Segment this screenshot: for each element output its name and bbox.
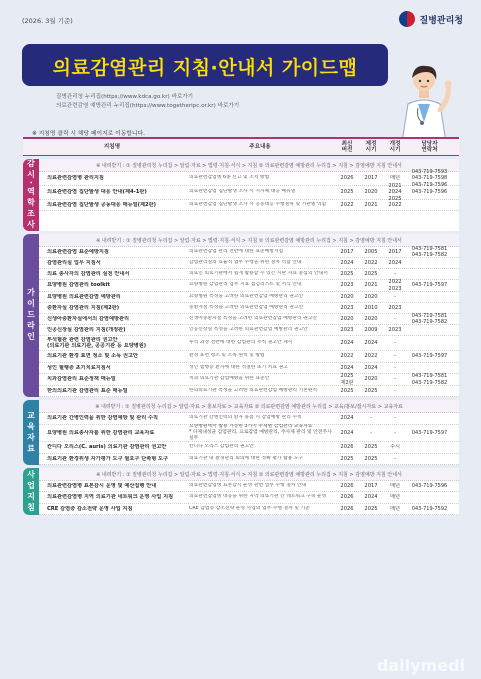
revised-year: - (394, 387, 396, 394)
established-year: 2010 (364, 304, 378, 311)
guideline-name-link[interactable]: 요양병원 의료관련감염 예방관리 (47, 293, 121, 300)
established-year: 2017 (364, 175, 378, 182)
revised-year: - (394, 376, 396, 383)
table-row (39, 280, 459, 292)
latest-version: 2023 (340, 282, 354, 289)
guideline-name-link[interactable]: 의료관련감염병 지역 의료기관 네트워크 운영 사업 지침 (47, 494, 174, 501)
latest-version: 2023 (340, 304, 354, 311)
doctor-illustration (388, 52, 458, 147)
table-row (39, 504, 459, 515)
established-year: 2025 (364, 444, 378, 451)
guideline-name-link[interactable]: 한의의료기관 감염관리 표준 매뉴얼 (47, 387, 128, 394)
latest-version: 2025 (340, 455, 354, 462)
guideline-name-link[interactable]: 투석혈관 관련 감염관리 권고안 (의료기관 의료기관, 공공기관 등 요양병원) (47, 336, 147, 350)
page-title: 의료감염관리 지침·안내서 가이드맵 (52, 57, 358, 79)
main-content: 의료관련감염병 표본감시 운영 관련 업무 수행 절차 안내 (189, 482, 307, 488)
revised-year: 2022 (388, 201, 402, 208)
latest-version: 2020 (340, 293, 354, 300)
section-body (39, 159, 459, 231)
established-year: 2020 (364, 293, 378, 300)
header-revised: 개정 시기 (389, 140, 401, 153)
contact-number: 043-719-7597 (411, 282, 448, 289)
main-content: 의료관련감염병 6종 신고 및 조치 방법 (189, 175, 270, 181)
table-row (39, 425, 459, 442)
latest-version: 2026 (340, 482, 354, 489)
table-row (39, 183, 459, 202)
table-row (39, 454, 459, 465)
main-content: 환경 표면 청소 및 소독 원칙 및 방법 (189, 353, 265, 359)
section-body (39, 400, 459, 465)
revised-year: 2023 (388, 326, 402, 333)
established-year: 2024 (364, 339, 378, 346)
revised-year: - (394, 270, 396, 277)
guideline-name-link[interactable]: 의료관련감염병 표본감시 운영 및 예산집행 안내 (47, 482, 157, 489)
latest-version: 2022 (340, 201, 354, 208)
download-path-note: ※ 내려받기 : ① 질병관리청 누리집 > 알림·자료 > 법령·지침·서식 > 지침 ② 의료관련감염 예방관리 누리집 > 지침 > 감염예방 지침 안내서 (39, 468, 459, 481)
latest-version: 2024 (340, 339, 354, 346)
table-row (39, 442, 459, 454)
header-main: 주요내용 (249, 143, 271, 150)
contact-number: 043-719-7597 (411, 353, 448, 360)
main-content: 요양병원 감염관리 업무 지표 점검리스트 및 서식 안내 (189, 282, 302, 288)
top-bar (0, 0, 481, 40)
table-row (39, 247, 459, 258)
revised-year: - (394, 429, 396, 436)
guideline-name-link[interactable]: 칸디다 오리스(C. auris) 의료기관 감염관리 권고안 (47, 444, 167, 451)
guideline-name-link[interactable]: 성인 혈행증 초기치료지침서 (47, 364, 111, 371)
main-content: 감염관리실의 효율적 업무 수행을 위한 절차 역할 안내 (189, 259, 302, 265)
site-links (56, 93, 239, 111)
table-row (39, 303, 459, 314)
contact-number: 043-719-7596 (411, 482, 448, 489)
contact-number: 043-719-7581 043-719-7582 (411, 312, 448, 326)
section-body (39, 468, 459, 515)
contact-number: 043-719-7592 (411, 505, 448, 512)
established-year: 2022 (364, 353, 378, 360)
main-content: CRE 감염증 감소전략 운영 사업의 업무 수행 절차 및 기준 (189, 505, 310, 511)
header-name: 지침명 (103, 143, 121, 150)
table-row (39, 325, 459, 336)
main-content: 성인 혈행증 환자에 대한 적절한 초기 치료 권고 (189, 364, 288, 370)
guideline-name-link[interactable]: 신생아중환자실에서의 감염예방관리 (47, 315, 129, 322)
revised-year: 매년 (389, 482, 401, 489)
header-side-spacer (23, 139, 39, 155)
latest-version: 2022 (340, 353, 354, 360)
guideline-name-link[interactable]: CRE 감염증 감소전략 운영 사업 지침 (47, 505, 133, 512)
watermark-text: dailymedi (376, 656, 465, 675)
main-content: 신생아중환자실 특성을 고려한 의료관련감염 예방관리 권고안 (189, 315, 318, 321)
guideline-name-link[interactable]: 중환자실 감염관리 지침(제2판) (47, 304, 120, 311)
revised-year: 수시 (389, 444, 401, 451)
latest-version: 2025 (340, 270, 354, 277)
section-body (39, 234, 459, 397)
established-year: 2025 (364, 270, 378, 277)
latest-version: 2020 (340, 315, 354, 322)
established-year: 2020 (364, 376, 378, 383)
contact-number: 043-719-7593 043-719-7598 043-719-7596 (411, 169, 448, 188)
guideline-name-link[interactable]: 의료기관 환경위생 자가평가 도구 필요구 단축형 도구 (47, 455, 169, 462)
revised-year: 2024 (388, 259, 402, 266)
latest-version: 2025 (340, 387, 354, 394)
table-row (39, 374, 459, 386)
main-content: 투석 과정 전반에 대한 감염관리 수칙 권고안 제시 (189, 339, 293, 345)
main-content: 한의의료기관 특성을 고려한 의료관련감염 예방관리 기본원칙 (189, 387, 318, 393)
revised-year: 2023 (388, 304, 402, 311)
togetheripc-site-link[interactable]: 의료관련감염 예방관리 누리집(https://www.togetheripc.or.kr) 바로가기 (56, 103, 240, 109)
table-row (39, 386, 459, 397)
contact-number: 043-719-7581 043-719-7582 (411, 373, 448, 386)
header-established: 제정 시기 (365, 140, 377, 153)
main-content: 의료기관 간병인력의 환자 돌봄 시 감염예방 관리 수칙 (189, 415, 302, 421)
guideline-name-link[interactable]: 감염관리실 업무 지침서 (47, 259, 101, 266)
revised-year: 2021 2024 2025 (388, 183, 402, 202)
main-content: 칸디다 오리스 감염관리 권고안 (189, 444, 254, 450)
main-content: 치과 의료기관 감염예방을 위한 표준안 (189, 376, 270, 382)
latest-version: 2017 (340, 248, 354, 255)
guideline-name-link[interactable]: 인공신장실 감염관리 지침(개정판) (47, 326, 126, 333)
section-2 (23, 400, 459, 465)
guideline-name-link[interactable]: 의료기관 환경 표면 청소 및 소독 권고안 (47, 353, 139, 360)
guideline-name-link[interactable]: 의료관련감염 표준예방지침 (47, 248, 109, 255)
main-content: 중환자실 특성을 고려한 의료관련감염 예방관리 권고안 (189, 304, 304, 310)
revised-year: - (394, 353, 396, 360)
established-year: 2020 (364, 189, 378, 196)
latest-version: 2024 (340, 415, 354, 422)
main-content: 의료기관 내 환경관리 회의에 대한 정확 평가 활용 도구 (189, 455, 304, 461)
table-row (39, 292, 459, 303)
revised-year: 매년 (389, 505, 401, 512)
established-year: 2009 (364, 326, 378, 333)
table-header (23, 137, 459, 156)
contact-number: 043-719-7581 043-719-7582 (411, 245, 448, 259)
table-row (39, 363, 459, 374)
main-content: 요양병원 특성을 고려한 의료관련감염 예방관리 권고안 (189, 293, 304, 299)
established-year: 2024 (364, 364, 378, 371)
revised-year: - (394, 364, 396, 371)
main-content: 의료관련감염 관리 전반에 대한 표준예방지침 (189, 248, 284, 254)
table-row (39, 336, 459, 351)
table-row (39, 258, 459, 269)
established-year: - (370, 429, 372, 436)
section-label: 교육자료 (23, 400, 39, 465)
guide-table (23, 137, 459, 515)
guideline-name-link[interactable]: 치과감염관리 표준정책 매뉴얼 (47, 376, 116, 383)
table-row (39, 314, 459, 325)
established-year: 2025 (364, 387, 378, 394)
logo-text: 질병관리청 (419, 15, 463, 26)
section-0 (23, 159, 459, 231)
guideline-name-link[interactable]: 의료관련감염병 관리지침 (47, 175, 104, 182)
latest-version: 2025 (340, 189, 354, 196)
header-latest-version: 최신 버전 (341, 140, 353, 153)
main-content: 의료관련감염 집단발생 조사 시 지자체 대응 매뉴얼 (189, 189, 296, 195)
revised-year: 매년 (389, 175, 401, 182)
revised-year: 2017 (388, 248, 402, 255)
main-content: 인공신장실 특성을 고려한 의료관련감염 예방관리 권고안 (189, 326, 308, 332)
table-row (39, 351, 459, 363)
guideline-name-link[interactable]: 요양병원 의료종사자를 위한 감염관리 교육자료 (47, 429, 155, 436)
download-path-note: ※ 내려받기 : ① 질병관리청 누리집 > 알림·자료 > 홍보자료 > 교육자료 ② 의료관련감염 예방관리 누리집 > 교육/홍보/캠시자료 > 교육자료 (39, 400, 459, 413)
latest-version: 2024 (340, 259, 354, 266)
revised-year: - (394, 315, 396, 322)
established-year: 2021 (364, 201, 378, 208)
established-year: 2025 (364, 455, 378, 462)
guideline-name-link[interactable]: 의료 종사자의 감염관리 실천 안내서 (47, 270, 130, 277)
section-3 (23, 468, 459, 515)
main-content: 의료인 의료기관에서 쉽게 활용할 수 있는 시판 자료 중심의 안내서 (189, 270, 328, 276)
revised-year: 매년 (389, 494, 401, 501)
download-path-note: ※ 내려받기 : ① 질병관리청 누리집 > 알림·자료 > 법령·지침·서식 > 지침 ② 의료관련감염 예방관리 누리집 > 지침 > 감염예방 지침 안내서 (39, 159, 459, 172)
section-label: 감시·역학조사 (23, 159, 39, 231)
established-year: 2025 (364, 505, 378, 512)
latest-version: 2026 (340, 444, 354, 451)
kdca-emblem-icon (399, 11, 415, 27)
latest-version: 2026 (340, 175, 354, 182)
main-content: 의료관련감염병 대응을 위한 지역 의료기관 간 네트워크 구축 운영 (189, 494, 327, 500)
revised-year: - (394, 339, 396, 346)
established-year: 2024 (364, 494, 378, 501)
established-year: 2020 (364, 315, 378, 322)
revised-year: - (394, 455, 396, 462)
download-path-note: ※ 내려받기 : ① 질병관리청 누리집 > 알림·자료 > 법령·지침·서식 > 지침 ② 의료관련감염 예방관리 누리집 > 지침 > 감염예방 지침 안내서 (39, 234, 459, 247)
established-year: 2022 (364, 259, 378, 266)
established-year: 2017 (364, 482, 378, 489)
latest-version: 2024 (340, 364, 354, 371)
latest-version: 2024 (340, 429, 354, 436)
main-content: 의료관련감염 집단발생 조사 시 공동대응 수행절차 및 기관별 역할 (189, 201, 327, 207)
revised-year: - (394, 415, 396, 422)
kdca-logo[interactable] (399, 11, 463, 27)
table-sections (23, 159, 459, 515)
contact-number: 043-719-7597 (411, 429, 448, 436)
contact-number: 043-719-7596 (411, 189, 448, 196)
click-notice: ※ 지침명 클릭 시 해당 페이지로 이동합니다. (32, 131, 145, 137)
revised-year: 2022 2023 (388, 279, 402, 292)
table-row (39, 481, 459, 492)
section-label: 사업지침 (23, 468, 39, 515)
established-year: 2021 (364, 282, 378, 289)
latest-version: 2026 (340, 494, 354, 501)
table-row (39, 200, 459, 211)
guideline-name-link[interactable]: 의료관련감염 집단발생 대응 안내(제4-1판) (47, 189, 147, 196)
latest-version: 2023 (340, 326, 354, 333)
date-label: (2026. 3월 기준) (22, 17, 73, 25)
established-year: 2005 (364, 248, 378, 255)
table-row (39, 492, 459, 504)
main-content: 요양병원에서 활용 가능한 3가지 주제별 감염관리 교육자료 * 다제내성균 감염관리, 요로감염 예방관리, 주사제 관리 및 안전주사실무 (189, 423, 332, 442)
latest-version: 2025 제2판 (340, 373, 354, 386)
revised-year: - (394, 293, 396, 300)
section-label: 가이드라인 (23, 234, 39, 397)
title-banner (22, 44, 388, 86)
guideline-name-link[interactable]: 요양병원 감염관리 toolkit (47, 282, 110, 289)
header-contact: 담당자 연락처 (421, 140, 438, 153)
guideline-name-link[interactable]: 의료기관 간병인력을 위한 감염예방 및 관리 수칙 (47, 415, 159, 422)
established-year: - (370, 415, 372, 422)
kdca-site-link[interactable]: 질병관리청 누리집(https://www.kdca.go.kr) 바로가기 (56, 94, 194, 100)
latest-version: 2026 (340, 505, 354, 512)
section-1 (23, 234, 459, 397)
guideline-name-link[interactable]: 의료관련감염 집단발생 공동대응 매뉴얼(제2판) (47, 201, 156, 208)
